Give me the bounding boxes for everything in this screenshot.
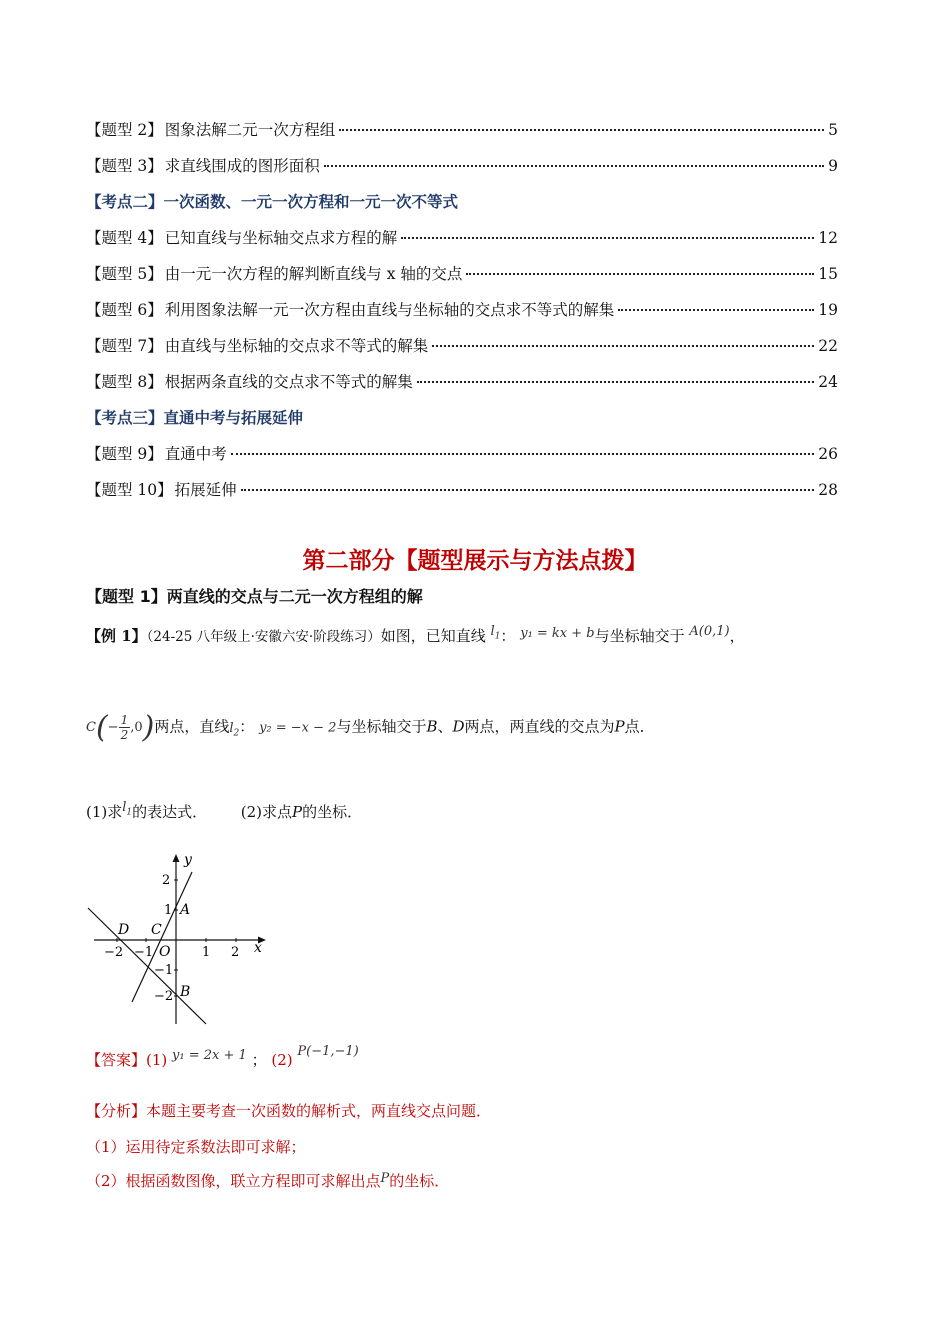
sub-questions [86,800,362,822]
point-a: A(0,1) [689,624,730,639]
point-c: C ( − $\frac{1}{2}$ ,0 ) [86,710,155,745]
toc-entry[interactable]: 【题型 7】 由直线与坐标轴的交点求不等式的解集 22 [86,337,838,355]
table-of-contents [86,118,838,514]
toc-entry[interactable]: 【题型 4】 已知直线与坐标轴交点求方程的解 12 [86,229,838,247]
x-tick-label: −2 [104,945,124,960]
toc-section-heading[interactable]: 【考点三】直通中考与拓展延伸 [86,409,304,427]
line-l2: $l_2$ [229,720,240,739]
sub-question-2: (2)求点P的坐标． [240,803,363,821]
analysis-step-2: （2）根据函数图像，联立方程即可求解出点P的坐标． [86,1171,450,1190]
example-tag: 【例 1】 [86,627,147,645]
answer-tag: 【答案】 [86,1051,147,1069]
toc-entry[interactable]: 【题型 3】 求直线围成的图形面积 9 [86,157,838,175]
x-tick-label: 2 [231,945,240,960]
x-tick-label: 1 [202,945,211,960]
analysis-step-1: （1）运用待定系数法即可求解； [86,1138,306,1156]
answer-equation: y₁ = 2x + 1 [172,1048,247,1063]
y-tick-label: 1 [164,903,173,918]
origin-label: O [159,944,171,960]
toc-entry[interactable]: 【题型 10】 拓展延伸 28 [86,481,838,499]
x-tick-label: −1 [134,945,154,960]
sub-question-1: (1)求$l_1$的表达式． [86,800,208,821]
toc-entry[interactable]: 【题型 5】 由一元一次方程的解判断直线与 x 轴的交点 15 [86,265,838,283]
point-a-label: A [180,902,191,918]
y-axis-label: y [184,852,192,868]
example-line-2: C ( − $\frac{1}{2}$ ,0 ) 两点，直线$l_2$： y₂ = −x − 2与坐标轴交于B、D两点，两直线的交点为P点． [86,710,655,745]
answer-line: 【答案】(1) y₁ = 2x + 1 ； (2) P(−1,−1) [86,1044,359,1069]
coordinate-graph [84,848,274,1028]
toc-entry[interactable]: 【题型 9】 直通中考 26 [86,445,838,463]
y-tick-label: 2 [162,873,171,888]
point-c-label: C [151,922,162,938]
line-l1-graph [132,872,192,1002]
example-line-1: 【例 1】（24-25 八年级上·安徽六安·阶段练习）如图，已知直线 $l_1$： y₁ = kx + b与坐标轴交于 A(0,1)， [86,624,745,645]
example-source: （24-25 八年级上·安徽六安·阶段练习） [146,629,381,645]
toc-entry[interactable]: 【题型 6】 利用图象法解一元一次方程由直线与坐标轴的交点求不等式的解集 19 [86,301,838,319]
analysis-line: 【分析】本题主要考查一次函数的解析式，两直线交点问题． [86,1102,492,1120]
toc-entry[interactable]: 【题型 2】 图象法解二元一次方程组 5 [86,121,838,139]
y-tick-label: −1 [154,963,174,978]
point-d-label: D [118,922,130,938]
point-b-label: B [180,984,191,1000]
line-l2-graph [88,908,206,1024]
answer-point: P(−1,−1) [297,1044,359,1059]
y-tick-label: −2 [154,989,174,1004]
toc-entry[interactable]: 【题型 8】 根据两条直线的交点求不等式的解集 24 [86,373,838,391]
line-l1: $l_1$ [490,624,501,642]
question-type-heading: 【题型 1】两直线的交点与二元一次方程组的解 [86,587,423,606]
x-axis-label: x [254,940,262,956]
equation-l2: y₂ = −x − 2 [259,720,337,736]
part-title: 第二部分【题型展示与方法点拨】 [302,548,648,574]
toc-section-heading[interactable]: 【考点二】一次函数、一元一次方程和一元一次不等式 [86,193,459,211]
analysis-tag: 【分析】 [86,1102,147,1120]
equation-l1: y₁ = kx + b [520,626,595,641]
y-axis-arrow-icon [173,854,180,862]
